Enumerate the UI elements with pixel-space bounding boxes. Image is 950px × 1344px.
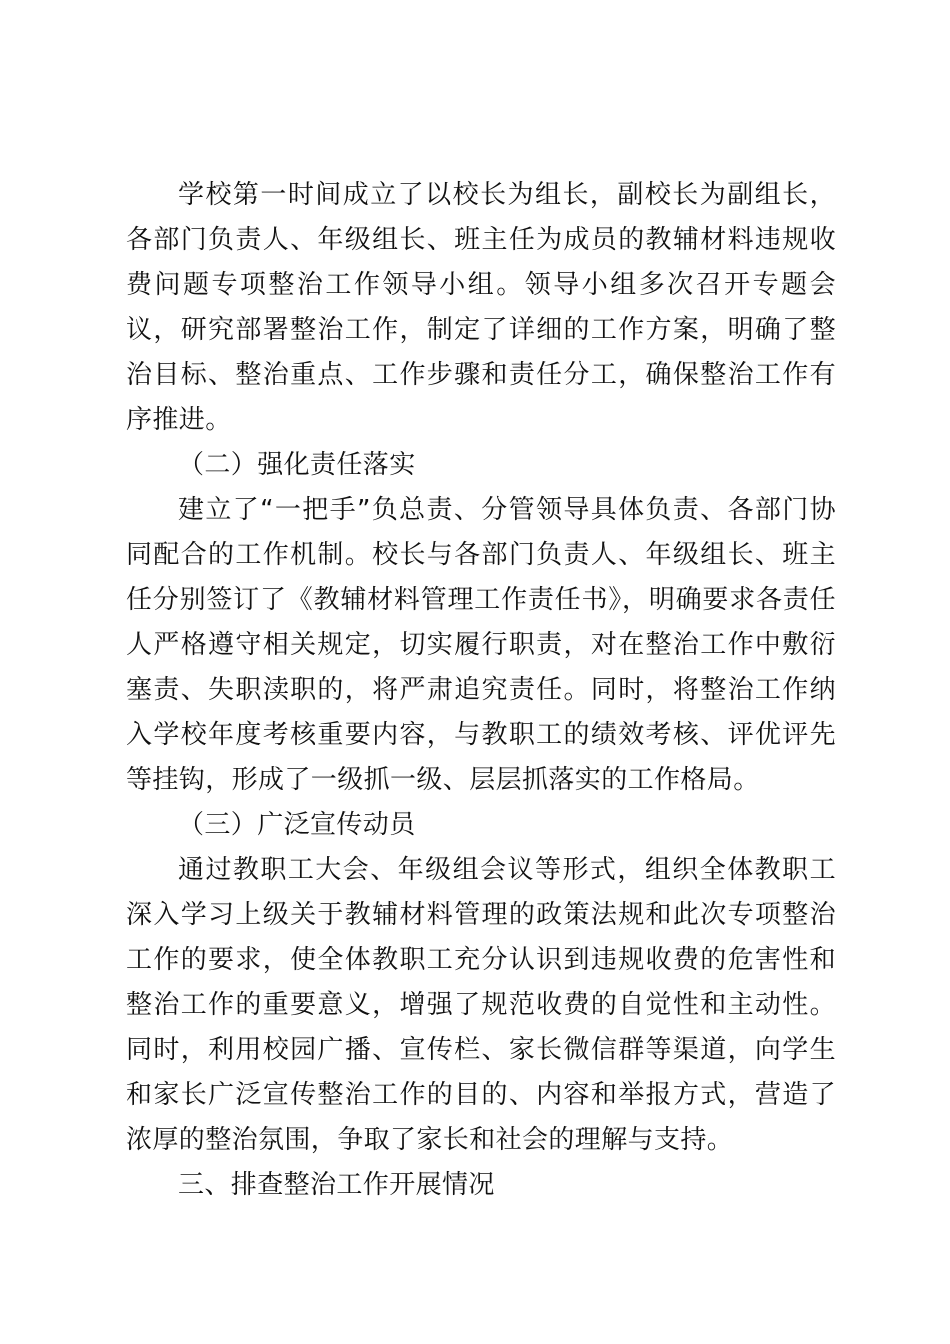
section-heading-publicity: （三）广泛宣传动员 xyxy=(178,810,416,840)
paragraph-publicity: 通过教职工大会、年级组会议等形式，组织全体教职工深入学习上级关于教辅材料管理的政策法规和此次专项整治工作的要求，使全体教职工充分认识到违规收费的危害性和整治工作的重要意义，增强了规范收费的自觉性和主动性。同时，利用校园广播、宣传栏、家长微信群等渠道，向学生和家长广泛宣传整治工作的目的、内容和举报方式，营造了浓厚的整治氛围，争取了家长和社会的理解与支持。 xyxy=(126,855,836,1155)
paragraph-leadership-group: 学校第一时间成立了以校长为组长，副校长为副组长，各部门负责人、年级组长、班主任为成员的教辅材料违规收费问题专项整治工作领导小组。领导小组多次召开专题会议，研究部署整治工作，制定了详细的工作方案，明确了整治目标、整治重点、工作步骤和责任分工，确保整治工作有序推进。 xyxy=(126,180,836,435)
section-heading-responsibility: （二）强化责任落实 xyxy=(178,450,416,480)
section-heading-inspection: 三、排查整治工作开展情况 xyxy=(178,1170,495,1200)
paragraph-responsibility: 建立了“一把手”负总责、分管领导具体负责、各部门协同配合的工作机制。校长与各部门负责人、年级组长、班主任分别签订了《教辅材料管理工作责任书》，明确要求各责任人严格遵守相关规定，切实履行职责，对在整治工作中敷衍塞责、失职渎职的，将严肃追究责任。同时，将整治工作纳入学校年度考核重要内容，与教职工的绩效考核、评优评先等挂钩，形成了一级抓一级、层层抓落实的工作格局。 xyxy=(126,495,836,795)
document-body xyxy=(126,173,836,1208)
